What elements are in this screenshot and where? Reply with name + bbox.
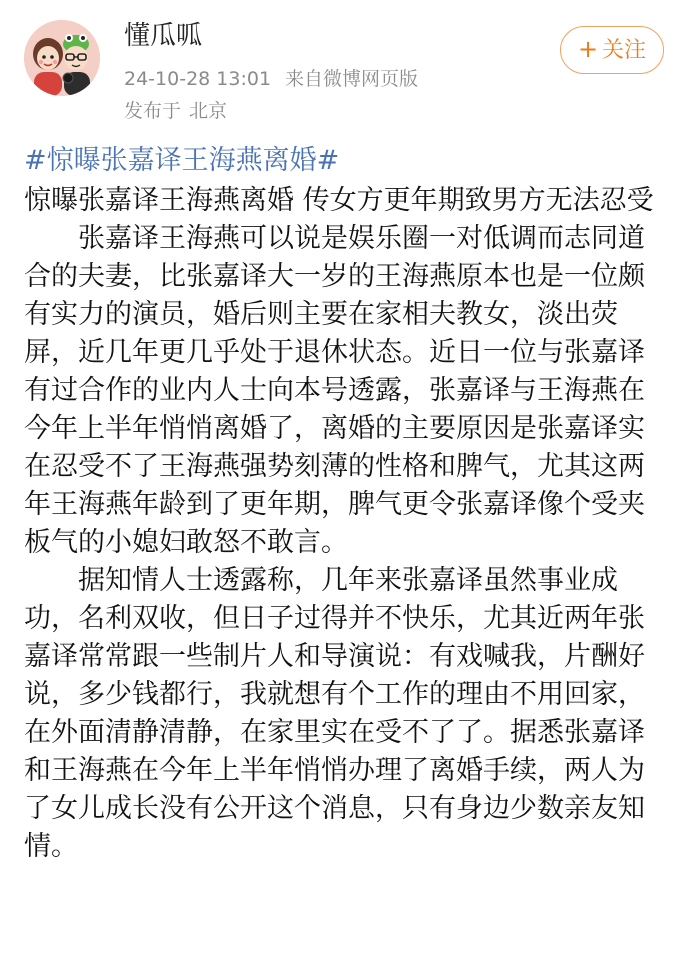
follow-button-label: 关注 bbox=[602, 38, 647, 63]
post-headline: 惊曝张嘉译王海燕离婚 传女方更年期致男方无法忍受 bbox=[24, 185, 654, 216]
post-hashtag[interactable]: #惊曝张嘉译王海燕离婚# bbox=[24, 145, 340, 176]
post-body bbox=[24, 142, 664, 866]
plus-icon: + bbox=[577, 35, 599, 63]
location-value: 北京 bbox=[189, 100, 228, 122]
post-location bbox=[124, 98, 227, 124]
cartoon-couple-avatar-icon bbox=[24, 20, 100, 96]
post-paragraph-2: 据知情人士透露称，几年来张嘉译虽然事业成功，名利双收，但日子过得并不快乐，尤其近两年张嘉译常常跟一些制片人和导演说：有戏喊我，片酬好说，多少钱都行，我就想有个工作的理由不用回家，在外面清静清静，在家里实在受不了了。据悉张嘉译和王海燕在今年上半年悄悄办理了离婚手续，两人为了女儿成长没有公开这个消息，只有身边少数亲友知情。 bbox=[24, 565, 645, 862]
post-meta bbox=[124, 66, 418, 92]
author-name[interactable]: 懂瓜呱 bbox=[124, 21, 203, 51]
post-source[interactable]: 来自微博网页版 bbox=[285, 68, 419, 90]
post-timestamp: 24-10-28 13:01 bbox=[124, 68, 272, 90]
follow-button[interactable] bbox=[560, 26, 664, 74]
post-header bbox=[0, 0, 690, 130]
location-prefix: 发布于 bbox=[124, 100, 182, 122]
post-paragraph-1: 张嘉译王海燕可以说是娱乐圈一对低调而志同道合的夫妻，比张嘉译大一岁的王海燕原本也是一位颇有实力的演员，婚后则主要在家相夫教女，淡出荧屏，近几年更几乎处于退休状态。近日一位与张嘉译有过合作的业内人士向本号透露，张嘉译与王海燕在今年上半年悄悄离婚了，离婚的主要原因是张嘉译实在忍受不了王海燕强势刻薄的性格和脾气，尤其这两年王海燕年龄到了更年期，脾气更令张嘉译像个受夹板气的小媳妇敢怒不敢言。 bbox=[24, 223, 645, 558]
author-avatar[interactable] bbox=[24, 20, 100, 96]
